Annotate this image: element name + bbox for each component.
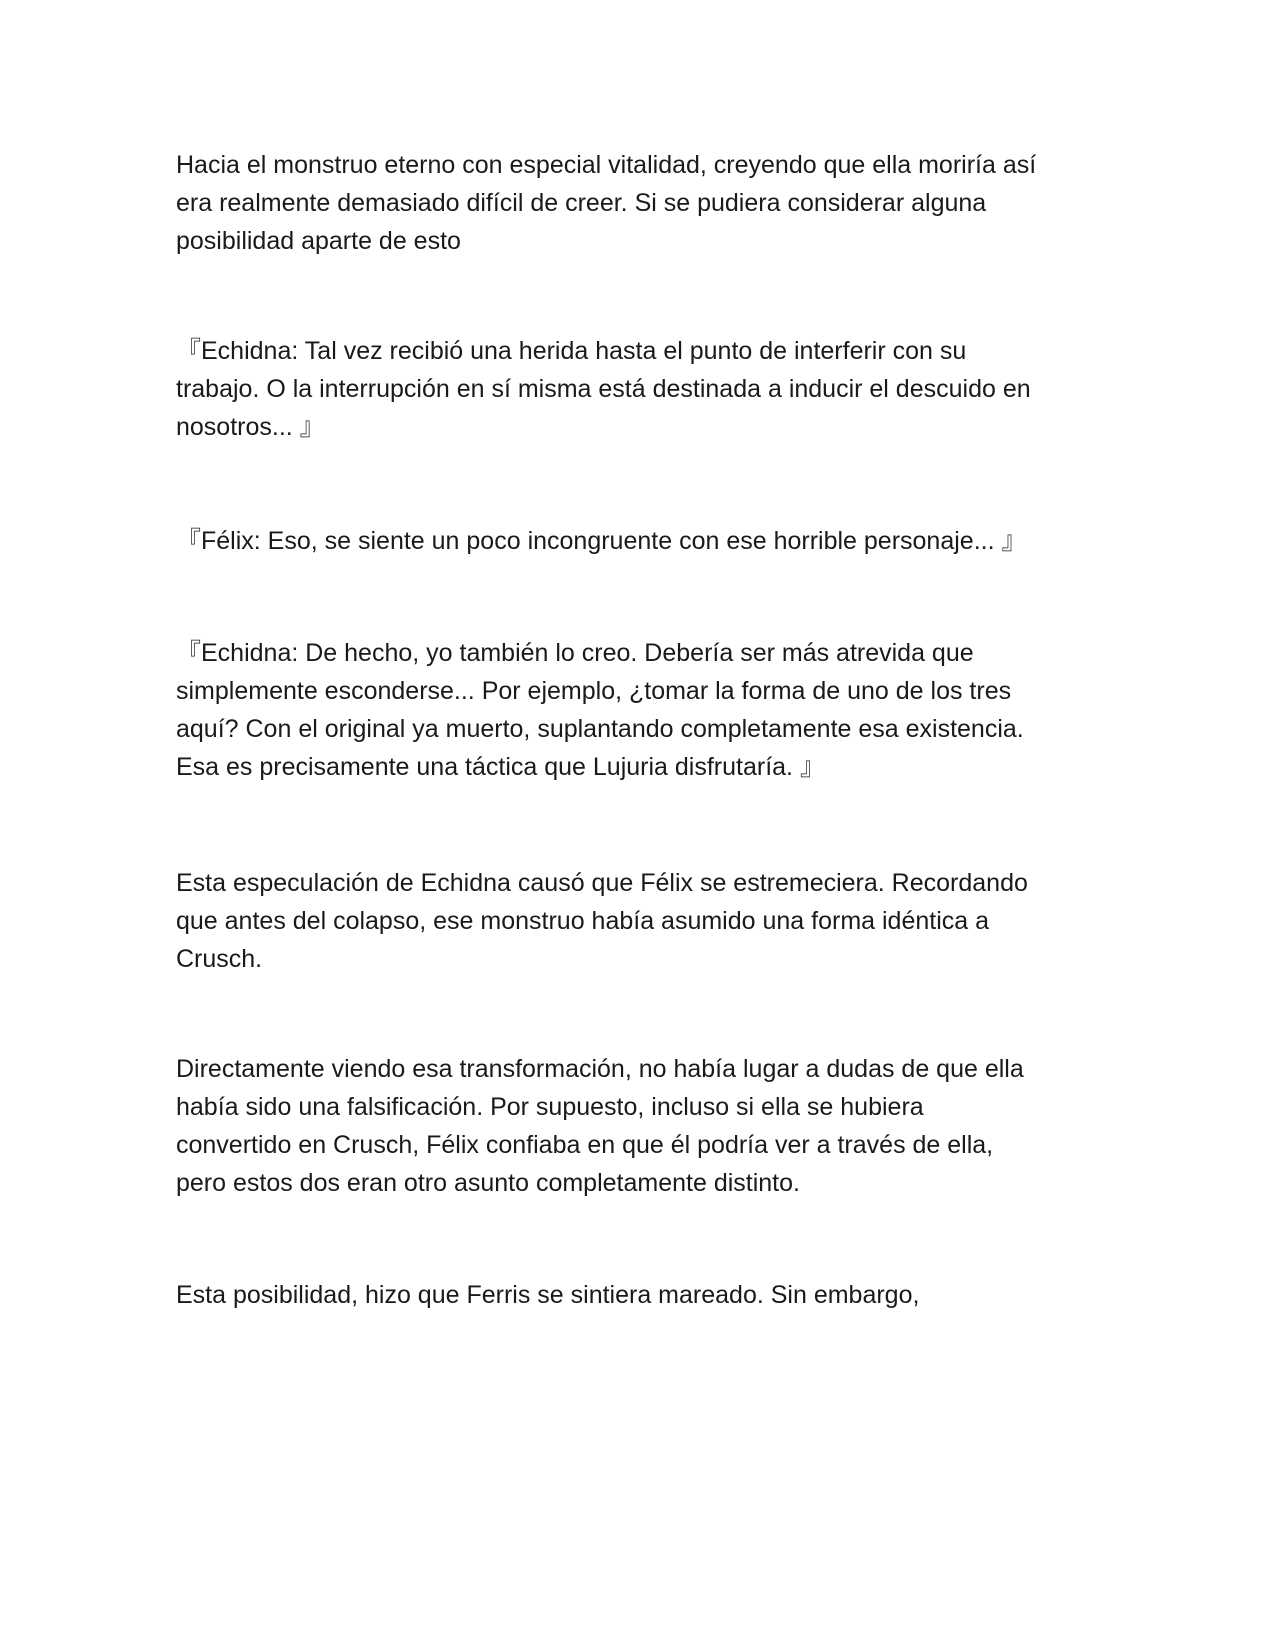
paragraph-line: 『Echidna: De hecho, yo también lo creo. Debería ser más atrevida que: [176, 639, 974, 667]
paragraph-line: había sido una falsificación. Por supuesto, incluso si ella se hubiera: [176, 1093, 924, 1121]
paragraph-line: nosotros... 』: [176, 413, 325, 441]
paragraph-line: aquí? Con el original ya muerto, suplantando completamente esa existencia.: [176, 715, 1024, 743]
paragraph-3-dialogue-felix: [176, 522, 1106, 560]
paragraph-7: [176, 1276, 1106, 1314]
paragraph-line: convertido en Crusch, Félix confiaba en que él podría ver a través de ella,: [176, 1131, 994, 1159]
paragraph-4-dialogue-echidna: [176, 634, 1106, 786]
paragraph-line: que antes del colapso, ese monstruo había asumido una forma idéntica a: [176, 907, 990, 935]
paragraph-6: [176, 1050, 1106, 1202]
paragraph-line: 『Echidna: Tal vez recibió una herida hasta el punto de interferir con su: [176, 337, 967, 365]
paragraph-line: 『Félix: Eso, se siente un poco incongruente con ese horrible personaje... 』: [176, 527, 1027, 555]
paragraph-1: [176, 146, 1106, 260]
paragraph-line: Esa es precisamente una táctica que Lujuria disfrutaría. 』: [176, 753, 825, 781]
paragraph-line: Crusch.: [176, 945, 263, 973]
paragraph-line: Hacia el monstruo eterno con especial vitalidad, creyendo que ella moriría así: [176, 151, 1037, 179]
paragraph-line: simplemente esconderse... Por ejemplo, ¿tomar la forma de uno de los tres: [176, 677, 1012, 705]
paragraph-line: Directamente viendo esa transformación, no había lugar a dudas de que ella: [176, 1055, 1024, 1083]
paragraph-line: trabajo. O la interrupción en sí misma está destinada a inducir el descuido en: [176, 375, 1031, 403]
paragraph-line: posibilidad aparte de esto: [176, 227, 461, 255]
paragraph-line: pero estos dos eran otro asunto completamente distinto.: [176, 1169, 800, 1197]
paragraph-line: Esta posibilidad, hizo que Ferris se sintiera mareado. Sin embargo,: [176, 1281, 920, 1309]
paragraph-5: [176, 864, 1106, 978]
paragraph-line: Esta especulación de Echidna causó que Félix se estremeciera. Recordando: [176, 869, 1028, 897]
paragraph-2-dialogue-echidna: [176, 332, 1106, 446]
paragraph-line: era realmente demasiado difícil de creer. Si se pudiera considerar alguna: [176, 189, 987, 217]
